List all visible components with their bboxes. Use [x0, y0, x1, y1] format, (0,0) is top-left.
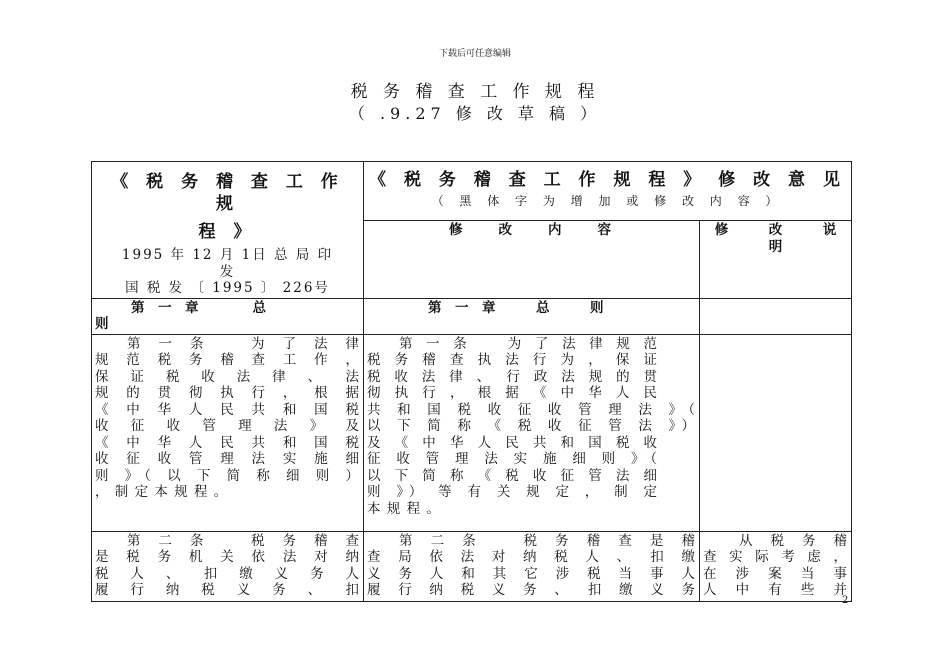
column-header-content: 修 改 内 容 [364, 221, 700, 298]
article2-original-line: 第 二 条 税 务 稽 查 [127, 532, 360, 549]
chapter1-original-line2: 则 [95, 316, 109, 332]
original-title-line2: 程 》 [198, 222, 257, 242]
article1-revised-line: 以 下 简 称 《 税 收 征 管 法 细 [367, 467, 658, 484]
article2-note-line: 查 实 际 考 虑 ， [703, 549, 849, 565]
revision-table [91, 161, 852, 602]
article1-revised-line: 以 下 简 称 《 税 收 征 管 法 》） [367, 418, 696, 434]
article1-original-line: 《 中 华 人 民 共 和 国 税 [95, 401, 360, 418]
article1-revised-line: 彻 执 行 ， 根 据 《 中 华 人 民 [367, 385, 658, 401]
article1-revised-line: 第 一 条 为 了 法 律 规 范 [399, 335, 658, 352]
document-title: 税 务 稽 查 工 作 规 程 [350, 82, 600, 102]
original-title-line1: 《 税 务 稽 查 工 作 规 [111, 172, 344, 214]
article2-original [92, 531, 364, 601]
chapter1-original-line1: 第 一 章 总 [131, 299, 266, 316]
article2-revised-line: 查 局 依 法 对 纳 税 人 、 扣 缴 [367, 549, 696, 565]
column-header-note-line2: 明 [768, 238, 783, 255]
article1-original-line: 规 范 税 务 稽 查 工 作 ， [95, 352, 360, 368]
article2-note-line: 在 涉 案 当 事 [703, 565, 849, 582]
article1-revised-line: 及 《 中 华 人 民 共 和 国 税 收 [367, 434, 658, 451]
article1-revised-line: 本 规 程 。 [367, 500, 441, 517]
original-issue-date-cont: 发 [219, 263, 236, 280]
article2-revised [364, 531, 700, 601]
article1-original-line: 规 的 贯 彻 执 行 ， 根 据 [95, 385, 360, 401]
chapter1-original [92, 298, 364, 334]
article2-original-line: 是 税 务 机 关 依 法 对 纳 [95, 549, 360, 565]
article1-original-line: 第 一 条 为 了 法 律 [127, 335, 360, 352]
column-header-note [700, 221, 852, 298]
article1-revised-line: 则 》） 等 有 关 规 定 ， 制 定 [367, 484, 658, 500]
document-subtitle: （ .9.27 修 改 草 稿 ） [348, 104, 602, 123]
article2-original-line: 履 行 纳 税 义 务 、 扣 [95, 582, 360, 598]
revision-header-cell [364, 162, 852, 221]
article1-original-line: ， 制 定 本 规 程 。 [95, 484, 229, 500]
article1-revised-line: 共 和 国 税 收 征 收 管 理 法 》（ [367, 401, 696, 418]
article1-note [700, 334, 852, 531]
article1-original-line: 则 》（ 以 下 简 称 细 则 ） [95, 467, 360, 484]
article2-original-line: 税 人 、 扣 缴 义 务 人 [95, 565, 360, 582]
original-doc-number: 国 税 发 〔 1995 〕 226号 [125, 280, 330, 296]
article2-note [700, 531, 852, 601]
article1-revised-line: 税 务 稽 查 执 法 行 为 ， 保 证 [367, 352, 658, 368]
original-issue-date: 1995 年 12 月 1日 总 局 印 [121, 247, 334, 263]
article1-revised-line: 征 收 管 理 法 实 施 细 则 》（ [367, 451, 658, 467]
header-note: 下载后可任意编辑 [438, 49, 511, 59]
article1-revised-line: 税 收 法 律 、 行 政 法 规 的 贯 [367, 368, 658, 385]
article2-revised-line: 履 行 纳 税 义 务 、 扣 缴 义 务 [367, 582, 696, 598]
revision-title: 《 税 务 稽 查 工 作 规 程 》 修 改 意 见 [369, 170, 846, 190]
article2-note-line: 从 税 务 稽 [739, 532, 849, 549]
article1-original-line: 收 征 收 管 理 法 》 及 [95, 418, 360, 434]
article1-original [92, 334, 364, 531]
article2-revised-line: 第 二 条 税 务 稽 查 是 稽 [399, 532, 696, 549]
article1-original-line: 《 中 华 人 民 共 和 国 税 [95, 434, 360, 451]
article1-original-line: 收 征 收 管 理 法 实 施 细 [95, 451, 360, 467]
article2-note-line: 人 中 有 些 并 [703, 582, 849, 598]
article2-revised-line: 义 务 人 和 其 它 涉 税 当 事 人 [367, 565, 696, 582]
column-header-note-line1: 修 改 说 [714, 222, 837, 239]
revision-legend: （ 黑 体 字 为 增 加 或 修 改 内 容 ） [431, 194, 784, 208]
chapter1-revised: 第 一 章 总 则 [364, 298, 700, 334]
page-number: 2 [842, 595, 849, 606]
article1-revised [364, 334, 700, 531]
original-header-cell [92, 162, 364, 299]
article1-original-line: 保 证 税 收 法 律 、 法 [95, 368, 360, 385]
chapter1-note [700, 298, 852, 334]
